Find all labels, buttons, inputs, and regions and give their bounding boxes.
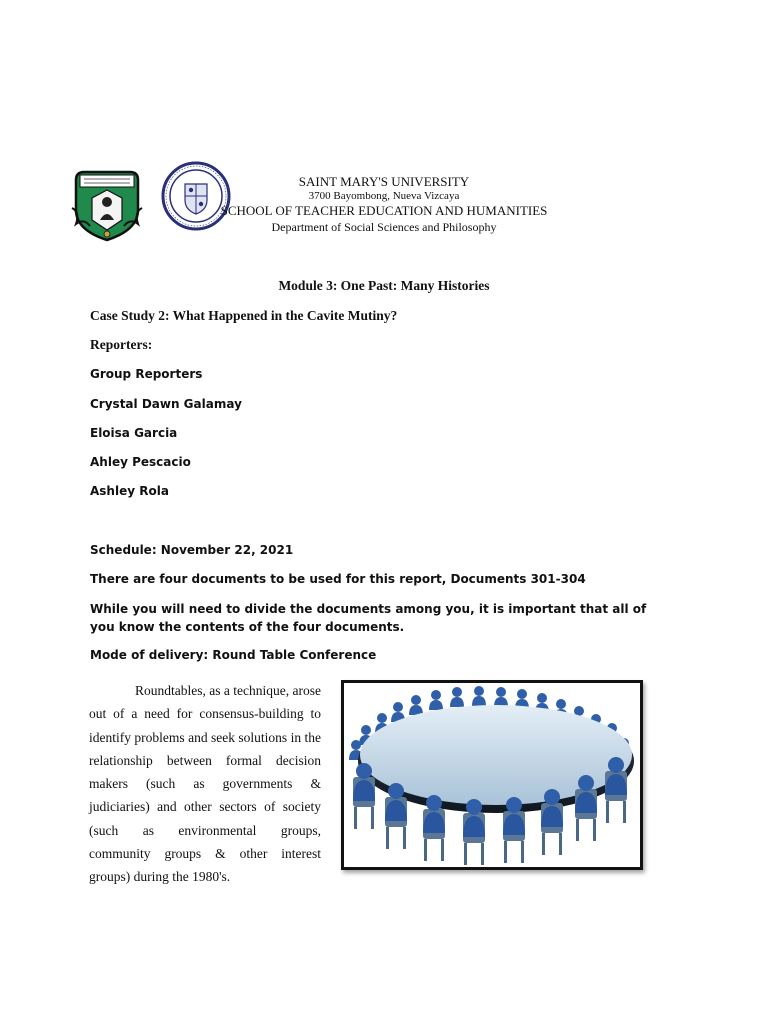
roundtable-image <box>341 680 643 870</box>
reporter-name: Eloisa Garcia <box>90 426 178 440</box>
reporters-heading: Reporters: <box>90 337 153 352</box>
schedule-line: Schedule: November 22, 2021 <box>90 543 294 557</box>
mode-of-delivery: Mode of delivery: Round Table Conference <box>90 648 377 662</box>
university-address: 3700 Bayombong, Nueva Vizcaya <box>308 190 460 202</box>
module-title: Module 3: One Past: Many Histories <box>278 278 490 293</box>
reporter-name: Ahley Pescacio <box>90 455 191 469</box>
department-name: Department of Social Sciences and Philosophy <box>271 220 497 234</box>
university-header <box>0 174 768 235</box>
reporter-name: Ashley Rola <box>90 484 169 498</box>
reporter-group-label: Group Reporters <box>90 367 203 381</box>
school-name: SCHOOL OF TEACHER EDUCATION AND HUMANITIES <box>220 203 548 218</box>
divide-note: While you will need to divide the documents among you, it is important that all of you know the contents of the four documents. <box>90 602 647 634</box>
reporter-name: Crystal Dawn Galamay <box>90 397 242 411</box>
university-name: SAINT MARY'S UNIVERSITY <box>298 174 470 189</box>
roundtable-paragraph: Roundtables, as a technique, arose out of a need for consensus-building to identify problems and seek solutions in the relationship between formal decision makers (such as governments & judiciaries) and other sectors of society (such as environmental groups, community groups & other interest groups) during the 1980's. <box>89 683 321 885</box>
case-study-title: Case Study 2: What Happened in the Cavite Mutiny? <box>90 308 398 323</box>
documents-note: There are four documents to be used for this report, Documents 301-304 <box>90 572 586 586</box>
